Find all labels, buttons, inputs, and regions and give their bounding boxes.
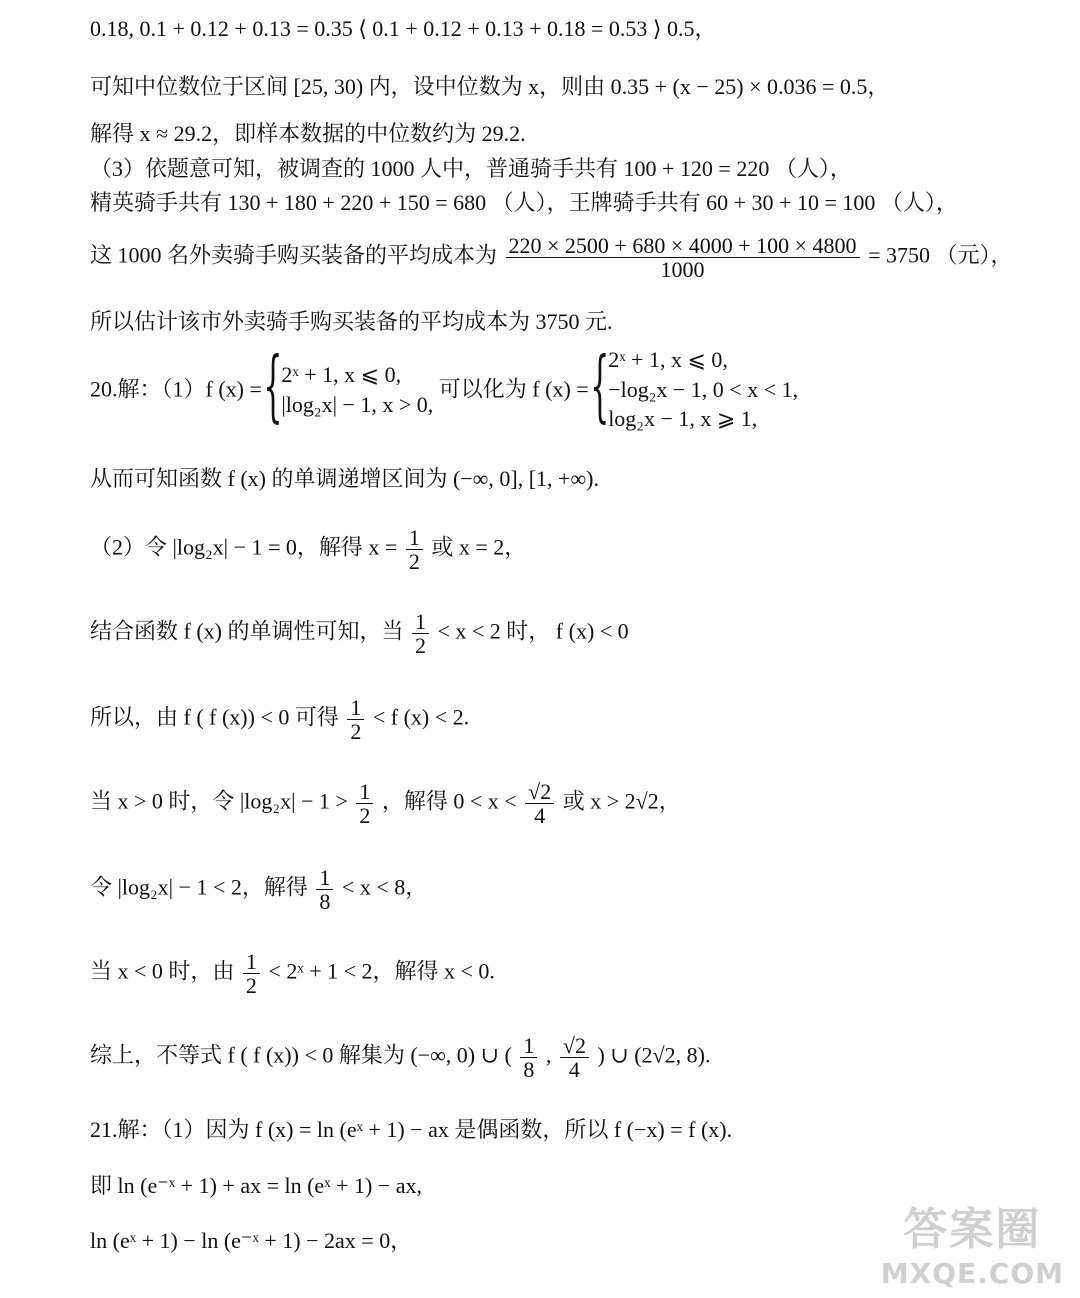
fraction: $\frac{1}{2}$ [406,526,423,573]
fraction: $\frac{1}{8}$ [316,866,333,913]
fraction: $\frac{1}{8}$ [520,1034,537,1081]
text-line-16: 综上，不等式 f ( f (x)) < 0 解集为 (−∞, 0) ∪ ( $\frac{1}{8}$ , $\frac{√2}{4}$ ) ∪ (2√2, 8). [90,1033,711,1083]
case-brace-a: { 2ˣ + 1, x ⩽ 0, |log₂x| − 1, x > 0, [267,360,433,419]
average-cost-equation: 这 1000 名外卖骑手购买装备的平均成本为 $\frac{220 \times 2500 + 680 \times 4000 + 100 \times 4800}{1000}$ = 3750 （元）， [90,233,1013,283]
text-line-5: 精英骑手共有 130 + 180 + 220 + 150 = 680 （人），王牌骑手共有 60 + 30 + 10 = 100 （人）， [90,190,958,215]
fraction: $\frac{√2}{4}$ [560,1034,589,1081]
text-line-17: 21.解：（1）因为 f (x) = ln (eˣ + 1) − ax 是偶函数，所以 f (−x) = f (x). [90,1117,733,1142]
text-line-13: 当 x > 0 时，令 |log₂x| − 1 > $\frac{1}{2}$ ，解得 0 < x < $\frac{√2}{4}$ 或 x > 2√2， [90,779,681,829]
fraction: $\frac{1}{2}$ [356,780,373,827]
case-brace-b: { 2ˣ + 1, x ⩽ 0, −log₂x − 1, 0 < x < 1, log₂x − 1, x ⩾ 1, [594,345,798,434]
text-line-11: 结合函数 f (x) 的单调性可知，当 $\frac{1}{2}$ < x < 2 时， f (x) < 0 [90,609,629,659]
text-line-15: 当 x < 0 时，由 $\frac{1}{2}$ < 2ˣ + 1 < 2，解得 x < 0. [90,949,495,999]
text-line-4: （3）依题意可知，被调查的 1000 人中，普通骑手共有 100 + 120 = 220 （人）， [90,156,852,181]
watermark-logo: 答案圈 MXQE.COM [880,1204,1064,1290]
fraction: $\frac{1}{2}$ [243,950,260,997]
piecewise-function: 20.解：（1）f (x) = { 2ˣ + 1, x ⩽ 0, |log₂x| − 1, x > 0, 可以化为 f (x) = { 2ˣ + 1, x ⩽ 0, −log₂x − 1, 0 < x < 1, log₂x − 1, x ⩾ 1, [90,345,798,434]
text-line-3: 解得 x ≈ 29.2，即样本数据的中位数约为 29.2. [90,121,526,146]
text-line-19: ln (eˣ + 1) − ln (e⁻ˣ + 1) − 2ax = 0， [90,1228,413,1253]
text-line-2: 可知中位数位于区间 [25, 30) 内，设中位数为 x，则由 0.35 + (x − 25) × 0.036 = 0.5， [90,74,890,99]
fraction: $\frac{1}{2}$ [412,610,429,657]
text-line-7: 所以估计该市外卖骑手购买装备的平均成本为 3750 元. [90,309,613,334]
fraction: $\frac{220 \times 2500 + 680 \times 4000 + 100 \times 4800}{1000}$ [506,234,860,281]
text-line-12: 所以，由 f ( f (x)) < 0 可得 $\frac{1}{2}$ < f (x) < 2. [90,695,470,745]
text-line-10: （2）令 |log₂x| − 1 = 0，解得 x = $\frac{1}{2}$ 或 x = 2， [90,525,527,575]
text-line-9: 从而可知函数 f (x) 的单调递增区间为 (−∞, 0], [1, +∞). [90,466,599,491]
text-line-14: 令 |log₂x| − 1 < 2，解得 $\frac{1}{8}$ < x < 8， [90,865,428,915]
fraction: $\frac{√2}{4}$ [525,780,554,827]
text-line-18: 即 ln (e⁻ˣ + 1) + ax = ln (eˣ + 1) − ax, [90,1173,422,1198]
fraction: $\frac{1}{2}$ [347,696,364,743]
text-line-1: 0.18, 0.1 + 0.12 + 0.13 = 0.35 ⟨ 0.1 + 0.12 + 0.13 + 0.18 = 0.53 ⟩ 0.5， [90,16,717,41]
